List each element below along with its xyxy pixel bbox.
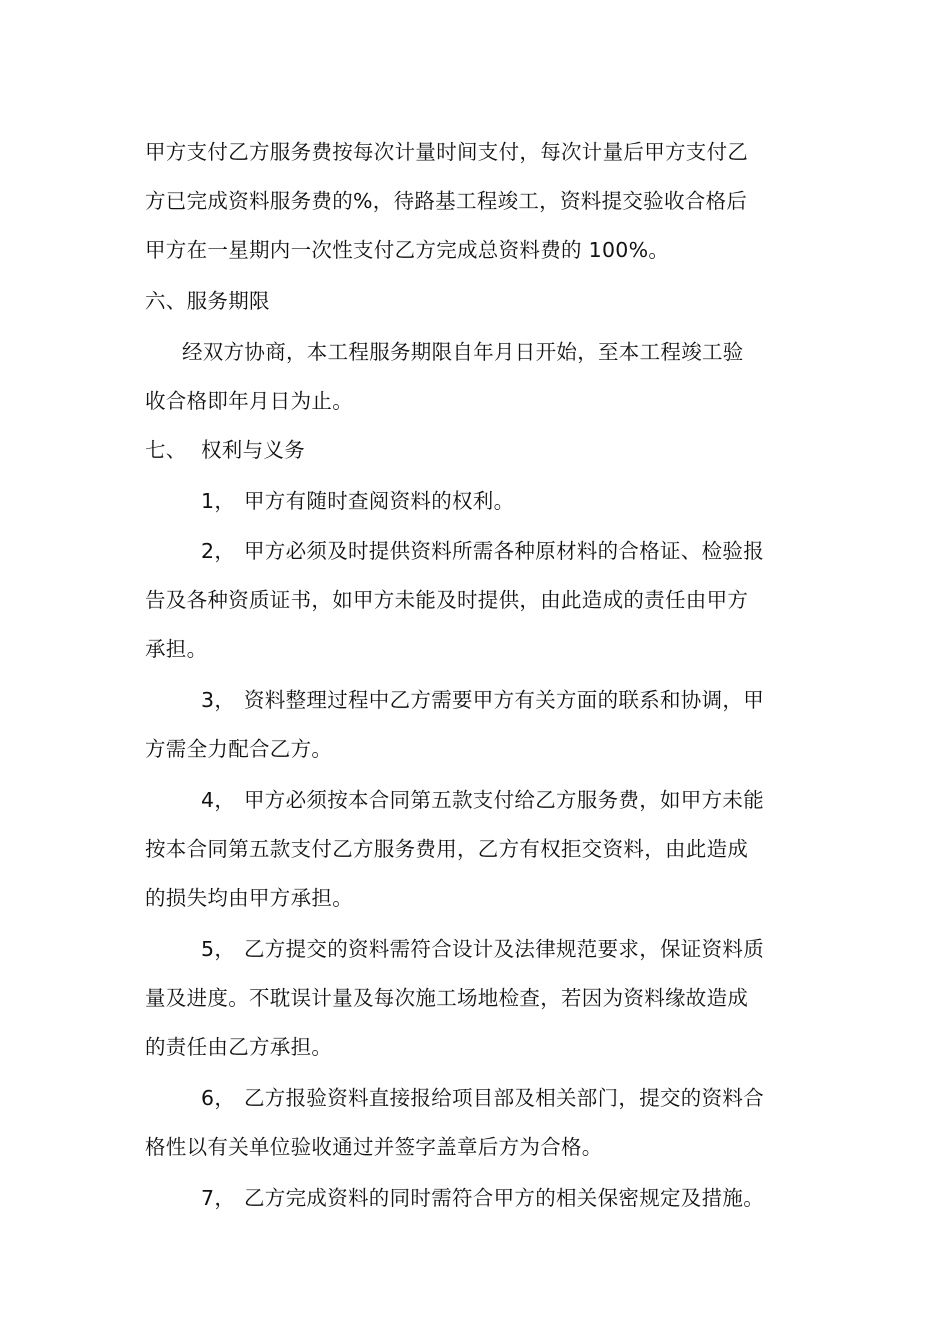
list-item (201, 537, 764, 565)
item-text: 乙方提交的资料需符合设计及法律规范要求，保证资料质 (244, 937, 764, 961)
list-item (201, 487, 514, 515)
item-text: 资料整理过程中乙方需要甲方有关方面的联系和协调，甲 (244, 688, 764, 712)
section-heading-rights-obligations (145, 436, 305, 464)
paragraph-line: 承担。 (145, 637, 208, 661)
paragraph-line: 的责任由乙方承担。 (145, 1035, 333, 1059)
paragraph-line: 告及各种资质证书，如甲方未能及时提供，由此造成的责任由甲方 (145, 588, 749, 612)
paragraph-line: 的损失均由甲方承担。 (145, 886, 353, 910)
list-item (201, 686, 764, 714)
paragraph-line: 方需全力配合乙方。 (145, 737, 333, 761)
item-text: 甲方必须按本合同第五款支付给乙方服务费，如甲方未能 (244, 788, 764, 812)
section-title: 权利与义务 (201, 438, 305, 462)
paragraph-line: 甲方支付乙方服务费按每次计量时间支付，每次计量后甲方支付乙 (145, 140, 749, 164)
paragraph-line: 方已完成资料服务费的%，待路基工程竣工，资料提交验收合格后 (145, 189, 748, 213)
item-number: 7， (201, 1186, 236, 1210)
list-item (201, 935, 764, 963)
list-item (201, 786, 764, 814)
paragraph-line: 格性以有关单位验收通过并签字盖章后方为合格。 (145, 1135, 603, 1159)
list-item (201, 1084, 764, 1112)
item-text: 甲方必须及时提供资料所需各种原材料的合格证、检验报 (244, 539, 764, 563)
item-number: 2， (201, 539, 236, 563)
item-number: 1， (201, 489, 236, 513)
item-number: 6， (201, 1086, 236, 1110)
section-number: 七、 (145, 438, 187, 462)
paragraph-line: 甲方在一星期内一次性支付乙方完成总资料费的 100%。 (145, 238, 670, 262)
section-heading-service-period: 六、服务期限 (145, 289, 270, 313)
list-item (201, 1184, 764, 1212)
paragraph-line: 按本合同第五款支付乙方服务费用，乙方有权拒交资料，由此造成 (145, 837, 749, 861)
item-number: 3， (201, 688, 236, 712)
item-number: 4， (201, 788, 236, 812)
item-text: 甲方有随时查阅资料的权利。 (244, 489, 515, 513)
item-number: 5， (201, 937, 236, 961)
paragraph-line: 收合格即年月日为止。 (145, 389, 353, 413)
item-text: 乙方完成资料的同时需符合甲方的相关保密规定及措施。 (244, 1186, 764, 1210)
item-text: 乙方报验资料直接报给项目部及相关部门，提交的资料合 (244, 1086, 764, 1110)
paragraph-line: 经双方协商，本工程服务期限自年月日开始，至本工程竣工验 (182, 340, 744, 364)
paragraph-line: 量及进度。不耽误计量及每次施工场地检查，若因为资料缘故造成 (145, 986, 749, 1010)
